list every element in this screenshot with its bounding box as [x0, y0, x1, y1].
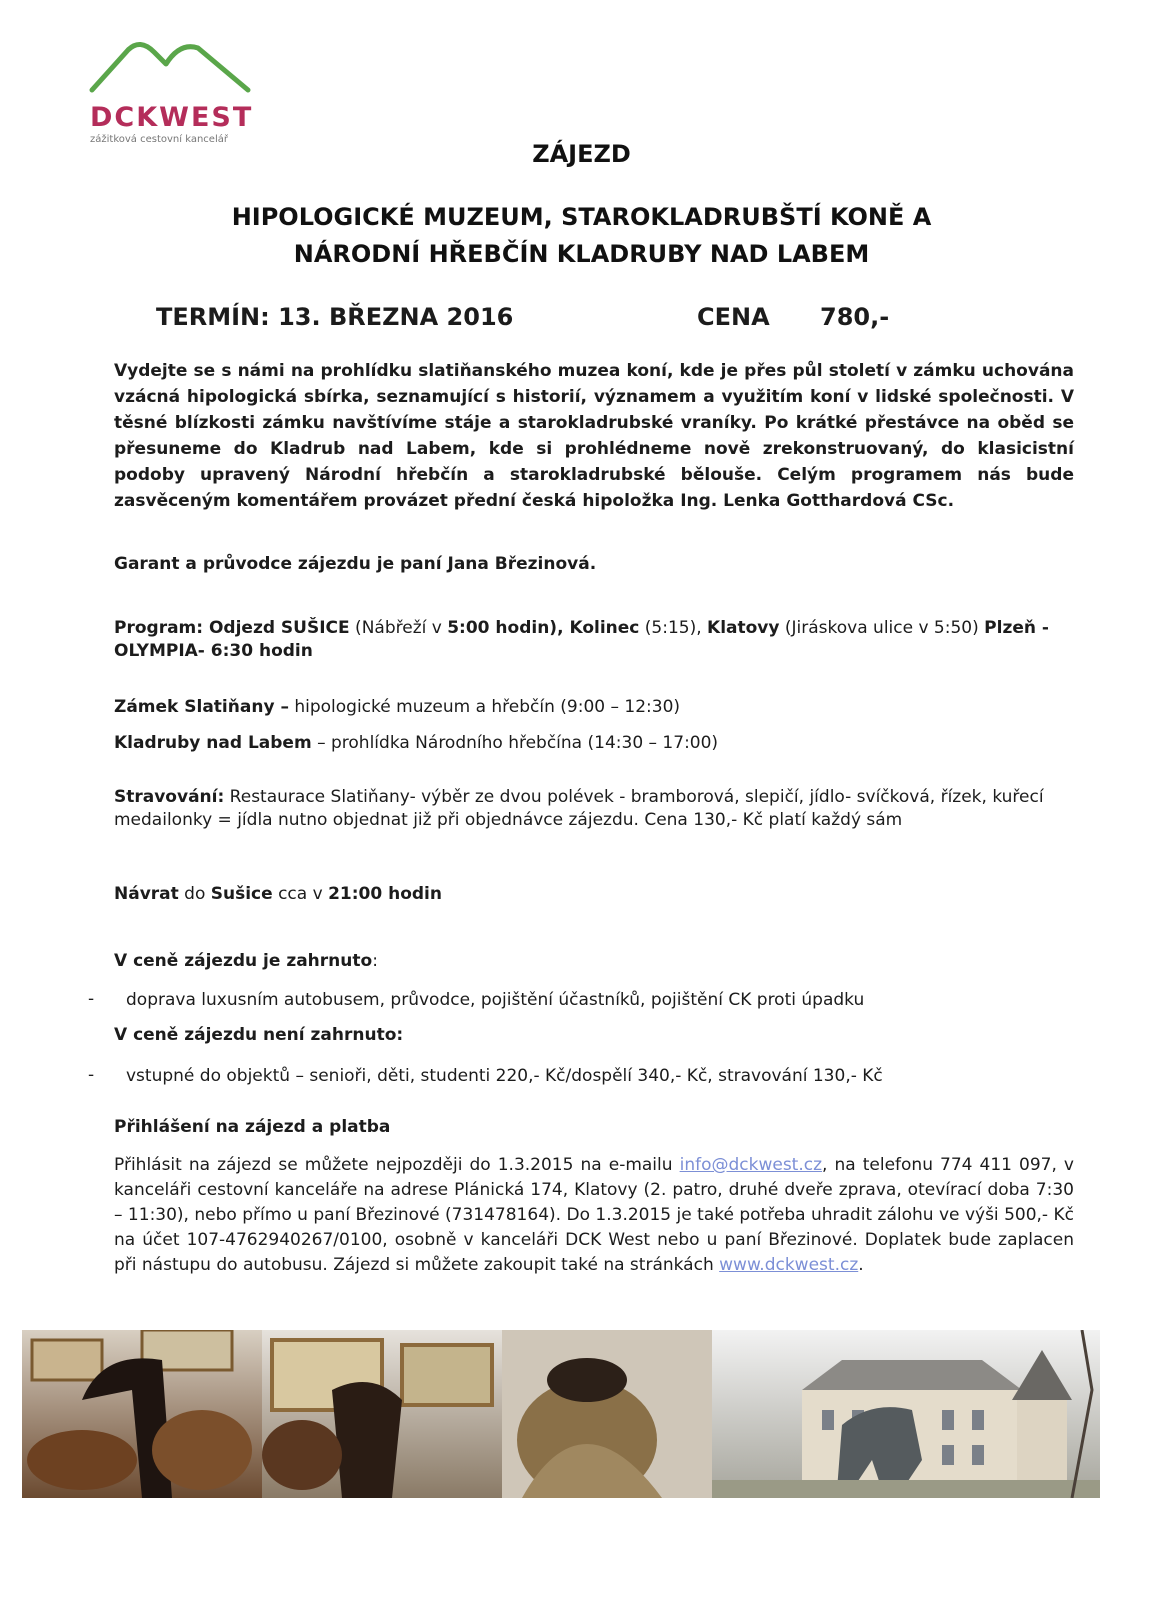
- email-link[interactable]: info@dckwest.cz: [679, 1155, 823, 1175]
- excluded-bullet: -: [88, 1065, 95, 1085]
- trip-title-line1: HIPOLOGICKÉ MUZEUM, STAROKLADRUBŠTÍ KONĚ A: [231, 203, 932, 231]
- intro-paragraph: Vydejte se s námi na prohlídku slatiňanského muzea koní, kde je přes půl století v zámku uchována vzácná hipologická sbírka, seznamující s historií, významem a využitím koní v lidské společnosti. V těsné blízkosti zámku navštívíme stáje a starokladrubské vraníky. Po krátké přestávce na oběd se přesuneme do Kladrub nad Labem, kde si prohlédneme nově zrekonstruovaný, do klasicistní podoby upravený Národní hřebčín a starokladrubské bělouše. Celým programem nás bude zasvěceným komentářem provázet přední česká hipoložka Ing. Lenka Gotthardová CSc.: [114, 361, 1074, 511]
- price-value: 780,-: [820, 303, 890, 331]
- trip-kind: ZÁJEZD: [532, 140, 631, 168]
- trip-date: TERMÍN: 13. BŘEZNA 2016: [156, 303, 514, 331]
- registration-paragraph: Přihlásit na zájezd se můžete nejpozději do 1.3.2015 na e-mailu info@dckwest.cz, na telefonu 774 411 097, v kanceláři cestovní kanceláře na adrese Plánická 174, Klatovy (2. patro, druhé dveře zprava, otevírací doba 7:30 – 11:30), nebo přímo u paní Březinové (731478164). Do 1.3.2015 je také potřeba uhradit zálohu ve výši 500,- Kč na účet 107-4762940267/0100, osobně v kanceláři DCK West nebo u paní Březinové. Doplatek bude zaplacen při nástupu do autobusu. Zájezd si můžete zakoupit také na stránkách www.dckwest.cz.: [114, 1155, 1074, 1275]
- photo-strip: [22, 1330, 1100, 1498]
- registration-heading: Přihlášení na zájezd a platba: [114, 1117, 391, 1137]
- included-heading: V ceně zájezdu je zahrnuto:: [114, 951, 378, 971]
- zamek-slatinany-item: Zámek Slatiňany – hipologické muzeum a hřebčín (9:00 – 12:30): [114, 697, 681, 717]
- meals-paragraph: Stravování: Restaurace Slatiňany- výběr ze dvou polévek - bramborová, slepičí, jídlo- svíčková, řízek, kuřecí medailonky = jídla nutno objednat již při objednávce zájezdu. Cena 130,- Kč platí každý sám: [114, 787, 1044, 830]
- dckwest-logo: [88, 34, 258, 149]
- museum-and-castle-photos-image: [22, 1330, 1100, 1498]
- included-item: doprava luxusním autobusem, průvodce, pojištění účastníků, pojištění CK proti úpadku: [126, 990, 865, 1010]
- excluded-item: vstupné do objektů – senioři, děti, studenti 220,- Kč/dospělí 340,- Kč, stravování 130,- Kč: [126, 1066, 883, 1086]
- guide-note: Garant a průvodce zájezdu je paní Jana Březinová.: [114, 554, 597, 574]
- logo-tagline: zážitková cestovní kancelář: [90, 134, 228, 145]
- price-label: CENA: [697, 303, 770, 331]
- website-link[interactable]: www.dckwest.cz: [719, 1255, 859, 1275]
- included-bullet: -: [88, 989, 95, 1009]
- trip-title-line2: NÁRODNÍ HŘEBČÍN KLADRUBY NAD LABEM: [293, 240, 870, 268]
- excluded-heading: V ceně zájezdu není zahrnuto:: [114, 1025, 404, 1045]
- return-paragraph: Návrat do Sušice cca v 21:00 hodin: [114, 884, 442, 904]
- logo-name: DCKWEST: [90, 102, 254, 133]
- mountain-logo-icon: [88, 34, 258, 104]
- kladruby-item: Kladruby nad Labem – prohlídka Národního hřebčína (14:30 – 17:00): [114, 733, 719, 753]
- program-paragraph: Program: Odjezd SUŠICE (Nábřeží v 5:00 hodin), Kolinec (5:15), Klatovy (Jiráskova ulice v 5:50) Plzeň -OLYMPIA- 6:30 hodin: [114, 618, 1049, 661]
